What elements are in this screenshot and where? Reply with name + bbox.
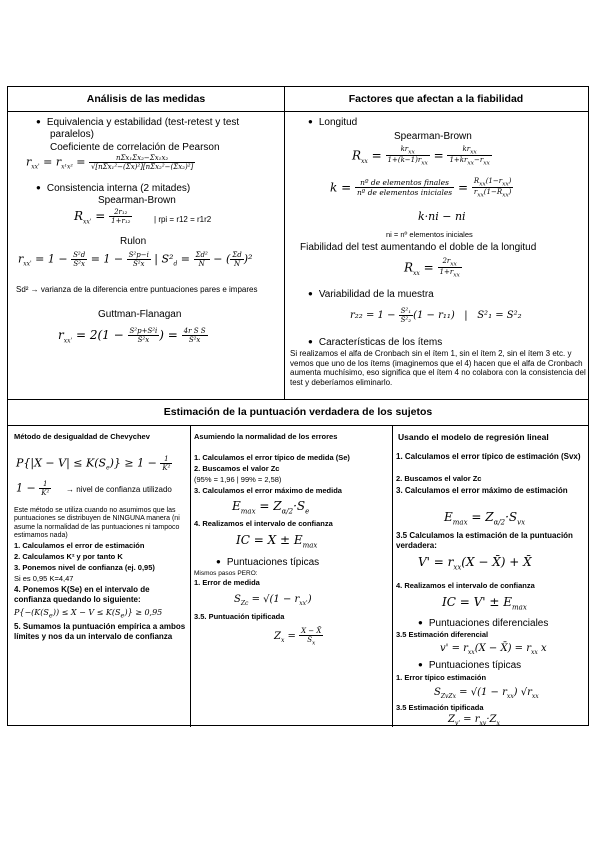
variability-formula: r₂₂ = 1 − $\frac{\text{S²₁}}{\text{S²₂}}$ (1 − r₁₁) | S²₁ = S²₂ — [350, 307, 522, 324]
chebyshev-formula: $P\{|X - V| \le K(S_e)\} \ge 1$ − $\frac{1}{\text{K²}}$ — [16, 455, 171, 472]
interval-formula-col3: IC = $V' \pm E_{max}$ — [442, 595, 527, 612]
pearson-formula: $r_{xx'} = r_{x^1x^2}$ = $\frac{\text{nΣx₁Σx₂−Σx₁x₂}}{\text{√[nΣx₁²−(Σx)²][nΣx₂²−(Σx₂)²]}}$ — [26, 154, 194, 171]
col1-step2: 2. Calculamos K² y por tanto K — [14, 552, 123, 561]
spearman-formula-left: $R_{xx'}$ = $\frac{\text{2r₁₂}}{\text{1+r₁₂}}$ — [74, 208, 131, 226]
z-error-formula-col3: $S_{ZvZx} = √(1 - r_{xx})$ $√r_{xx}$ — [434, 687, 539, 700]
col2-step2b: (95% = 1,96 | 99% = 2,58) — [194, 475, 282, 484]
bottom-header: Estimación de la puntuación verdadera de los sujetos — [163, 406, 433, 418]
k-denominator: nº de elementos iniciales — [356, 188, 453, 198]
ni-note: ni = nº elementos iniciales — [386, 230, 473, 239]
rulon-note: Sd² → varianza de la diferencia entre puntuaciones pares e impares — [16, 285, 258, 294]
max-error-formula: $E_{max} = Z_{\alpha/2}\cdot S_e$ — [232, 499, 310, 516]
interval-formula-col2: IC = $X \pm E_{max}$ — [236, 533, 318, 550]
differential-formula: $v' = r_{xx}(X$ − X̄) = $r_{xx}$ x — [440, 643, 547, 656]
col2-bullet-typical: ● Puntuaciones típicas — [216, 557, 319, 569]
guttman-label: Guttman-Flanagan — [98, 309, 182, 320]
chebyshev-interval: $P\{-(K(S_e)) \le X - V \le K(S_e)\} \ge 0,95$ — [14, 608, 163, 620]
col1-step3: 3. Ponemos nivel de confianza (ej. 0,95) — [14, 563, 155, 572]
right-bullet-length: ● Longitud — [308, 117, 357, 129]
spearman-formula-right: $R_{xx}$ = $\frac{kr_{xx}}{1+(k-1)r_{xx}}$ = $\frac{kr_{xx}}{1+kr_{xx}-r_{xx}}$ — [352, 145, 490, 167]
col2-step1: 1. Calculamos el error típico de medida (Se) — [194, 453, 350, 462]
col2-step3: 3. Calculamos el error máximo de medida — [194, 486, 342, 495]
col1-step4: 4. Ponemos K(Se) en el intervalo de confianza quedando lo siguiente: — [14, 585, 150, 604]
chebyshev-desc: Este método se utiliza cuando no asumimos que las puntuaciones se distribuyen de NINGUNA manera (ni asume la normalidad de las puntuaciones ni tampoco estimamos nada) — [14, 507, 180, 540]
divider-top — [284, 87, 285, 399]
left-bullet-equivalence: ● Equivalencia y estabilidad (test-retest y test — [36, 117, 239, 129]
divider-bottom-header — [8, 425, 588, 426]
right-bullet-items: ● Características de los ítems — [308, 337, 442, 349]
col2-same-steps: Mismos pasos PERO: — [194, 570, 258, 577]
divider-header — [8, 111, 588, 112]
col2-step4: 4. Realizamos el intervalo de confianza — [194, 519, 333, 528]
confidence-note: → nivel de confianza utilizado — [66, 485, 172, 494]
max-error-formula-col3: $E_{max} = Z_{\alpha/2}\cdot S_{vx}$ — [444, 510, 526, 527]
double-length-formula: $R_{xx}$ = $\frac{2r_{xx}}{1+r_{xx}}$ — [404, 257, 460, 279]
spearman-note-text: rpi = r12 = r1r2 — [158, 215, 212, 224]
z-formula-col3: $Z_{v'} = r_{xv}\cdot Z_x$ — [448, 714, 500, 727]
col3-title: Usando el modelo de regresión lineal — [398, 432, 549, 442]
col1-title: Método de desigualdad de Chevychev — [14, 432, 150, 441]
items-text: Si realizamos el alfa de Cronbach sin el ítem 1, sin el ítem 2, sin el ítem 3 etc. y vemos que uno de los ítems (imaginemos que el 4) hacen que el alfa de Cronbach aumenta muchísimo, eso significa que el ítem 4 no colabora con la consistencia del test y deberíamos eliminarlo. — [290, 349, 586, 387]
col1-step1: 1. Calculamos el error de estimación — [14, 541, 145, 550]
guttman-formula: $r_{xx'} = 2(1$ − $\frac{\text{S²p+S²i}}{\text{S²x}}$ ) = $\frac{\text{4r S S}}{\text{S²x}}$ — [58, 327, 206, 345]
divider-mid — [8, 399, 588, 400]
z-formula-col2: $Z_x$ = $\frac{X - X̄}{S_x}$ — [274, 627, 322, 647]
divider-col1 — [190, 425, 191, 727]
col1-step5: 5. Sumamos la puntuación empírica a ambos límites y nos da un intervalo de confianza — [14, 622, 186, 641]
k-formula: k = $\frac{\text{nº de elementos finales}}{\text{nº de elementos iniciales}}$ = $\frac{R_{xx}(1-r_{xx})}{r_{xx}(1-R_{xx})}$ — [330, 177, 512, 199]
col3-bullet-differential: ● Puntuaciones diferenciales — [418, 618, 548, 630]
col3-est-dif: 3.5 Estimación diferencial — [396, 630, 489, 639]
true-score-formula: $V' = r_{xx}(X$ − X̄) + X̄ — [418, 555, 532, 572]
left-bullet-equivalence-cont: paralelos) — [50, 129, 94, 140]
right-header: Factores que afectan a la fiabilidad — [348, 93, 524, 105]
summary-table — [7, 86, 589, 726]
col3-step35: 3.5 Calculamos la estimación de la puntuación verdadera: — [396, 531, 573, 550]
spearman-label-left: Spearman-Brown — [98, 195, 176, 206]
col3-standardized: 3.5 Estimación tipificada — [396, 703, 484, 712]
col2-title: Asumiendo la normalidad de los errores — [194, 432, 338, 441]
col2-step2: 2. Buscamos el valor Zc — [194, 464, 280, 473]
rulon-label: Rulon — [120, 236, 147, 247]
right-bullet-variability: ● Variabilidad de la muestra — [308, 289, 434, 301]
col3-bullet-typical: ● Puntuaciones típicas — [418, 660, 521, 672]
left-header: Análisis de las medidas — [86, 93, 206, 105]
col3-step4: 4. Realizamos el intervalo de confianza — [396, 581, 535, 590]
pearson-label: Coeficiente de correlación de Pearson — [50, 142, 220, 153]
col3-step3: 3. Calculamos el error máximo de estimación — [396, 486, 568, 495]
k-numerator: nº de elementos finales — [355, 178, 454, 188]
zc-error-formula: $S_{Zc} = √(1 - r_{xx'})$ — [234, 594, 312, 607]
left-bullet-consistency: ● Consistencia interna (2 mitades) — [36, 183, 190, 195]
spearman-label-right: Spearman-Brown — [394, 131, 472, 142]
kn-formula: k·ni − ni — [418, 210, 466, 223]
confidence-formula: 1 − $\frac{1}{\text{K²}}$ — [16, 480, 50, 497]
spearman-note: | rpi = r12 = r1r2 — [154, 215, 212, 224]
double-length-label: Fiabilidad del test aumentando el doble de la longitud — [300, 242, 537, 253]
divider-col2 — [392, 425, 393, 727]
col3-step1: 1. Calculamos el error típico de estimación (Svx) — [396, 452, 581, 461]
rulon-formula: $r_{xx'} = 1$ − $\frac{\text{S²d}}{\text{S²x}}$ = 1 − $\frac{\text{S²p−i}}{\text{S²x}}$ | $S^2_d$ = $\frac{\text{Σd²}}{N}$ − ( $\frac{\Sigma d}{N}$ )² — [18, 251, 253, 268]
col2-standardized: 3.5. Puntuación tipificada — [194, 612, 285, 621]
col3-step2: 2. Buscamos el valor Zc — [396, 474, 482, 483]
col1-step3b: Si es 0,95 K=4,47 — [14, 574, 74, 583]
col3-error: 1. Error típico estimación — [396, 673, 487, 682]
col2-error: 1. Error de medida — [194, 578, 260, 587]
